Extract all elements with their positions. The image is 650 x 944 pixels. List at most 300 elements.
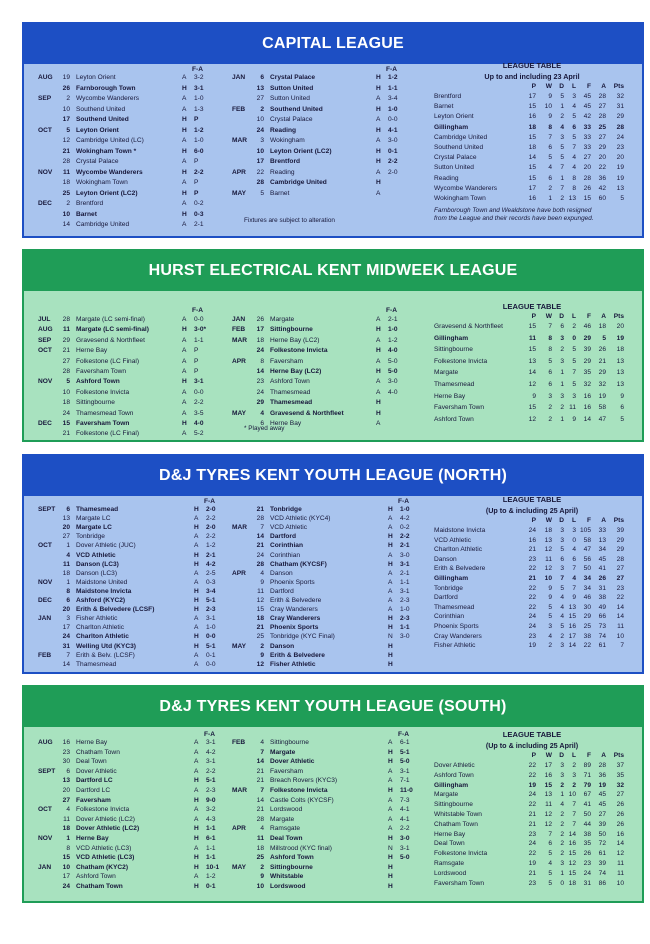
footnote: Fixtures are subject to alteration — [244, 217, 335, 224]
table-value: 22 — [528, 594, 536, 602]
table-value: 2 — [560, 632, 564, 640]
fixture-month: JAN — [232, 74, 246, 81]
table-value: 86 — [598, 879, 606, 887]
table-value: 34 — [583, 584, 591, 592]
fixture-day: 13 — [256, 84, 264, 92]
table-value: 24 — [528, 623, 536, 630]
fixture-month: MAR — [232, 524, 248, 532]
fixture-team: Lordswood — [270, 883, 306, 890]
table-value: 14 — [616, 613, 624, 621]
fixture-day: 1 — [66, 835, 70, 842]
fixture-day: 18 — [62, 569, 70, 577]
table-value: 33 — [583, 123, 591, 131]
fixture-venue: H — [182, 189, 187, 197]
table-team: Ashford Town — [434, 771, 474, 779]
table-value: 16 — [583, 404, 591, 412]
fixture-venue: A — [194, 533, 199, 541]
fixture-team: Southend United — [76, 105, 126, 113]
table-col-header: W — [545, 517, 552, 524]
fixture-team: Faversham Town — [76, 368, 127, 375]
fixture-day: 20 — [62, 524, 70, 532]
table-value: 36 — [598, 174, 606, 182]
table-value: 5 — [548, 850, 552, 858]
fixture-day: 27 — [62, 533, 70, 541]
fixture-team: Maidstone Invicta — [76, 587, 132, 595]
fixture-venue: H — [376, 399, 381, 407]
fixture-team: Danson — [270, 642, 295, 650]
fixture-venue: A — [376, 388, 381, 396]
table-value: 22 — [598, 164, 606, 172]
fixture-month: APR — [232, 569, 246, 577]
table-value: 1 — [560, 869, 564, 877]
fixture-team: Folkestone Invicta — [76, 806, 130, 814]
fixture-day: 6 — [66, 597, 70, 604]
fixture-venue: H — [388, 560, 393, 568]
fixture-venue: A — [182, 430, 187, 438]
fixture-venue: A — [194, 844, 199, 852]
fixture-venue: A — [182, 316, 187, 323]
table-value: 5 — [548, 603, 552, 611]
table-value: 18 — [528, 144, 536, 151]
fixture-day: 14 — [62, 660, 70, 668]
table-value: 31 — [583, 879, 591, 887]
fixture-day: 21 — [256, 624, 264, 632]
fixture-result: 2-2 — [194, 168, 204, 176]
table-value: 2 — [560, 811, 564, 818]
table-value: 6 — [620, 404, 624, 412]
fixture-venue: A — [388, 597, 393, 604]
table-value: 16 — [528, 195, 536, 202]
table-value: 5 — [620, 415, 624, 423]
table-value: 2 — [548, 415, 552, 423]
fixture-result: 2-1 — [400, 542, 410, 550]
fixture-venue: A — [194, 739, 199, 746]
fixture-team: Fisher Athletic — [76, 615, 118, 623]
table-value: 28 — [598, 113, 606, 121]
table-value: 5 — [560, 154, 564, 162]
table-value: 60 — [598, 195, 606, 202]
hurst-midweek-league-panel — [22, 249, 644, 442]
table-value: 23 — [528, 830, 536, 838]
fixture-result: P — [194, 158, 199, 165]
fixture-venue: H — [388, 787, 393, 794]
table-value: 4 — [548, 164, 552, 172]
fixture-day: 2 — [260, 105, 264, 113]
fixture-team: Brentford — [76, 200, 104, 207]
table-value: 27 — [616, 565, 624, 573]
table-team: Sutton United — [434, 164, 474, 172]
fixture-result: 11-0 — [400, 787, 413, 794]
fixture-team: Faversham Town — [76, 420, 130, 427]
fixture-day: 28 — [62, 368, 70, 375]
table-value: 26 — [616, 801, 624, 809]
table-value: 18 — [544, 527, 552, 534]
fixture-team: Folkestone (LC Final) — [76, 357, 140, 365]
fixture-day: 12 — [256, 660, 264, 668]
fixture-day: 29 — [62, 336, 70, 344]
fixture-venue: H — [194, 835, 199, 842]
fixture-result: 1-2 — [388, 74, 398, 81]
fixture-day: 18 — [62, 825, 70, 833]
fixture-result: 3-1 — [206, 615, 216, 623]
fixture-venue: A — [388, 524, 393, 532]
table-value: 22 — [528, 762, 536, 769]
table-value: 8 — [548, 346, 552, 354]
fixture-result: 4-2 — [206, 748, 216, 756]
fixture-team: Southend United — [76, 116, 129, 123]
table-value: 1 — [560, 791, 564, 799]
fixture-day: 4 — [260, 409, 264, 417]
table-value: 9 — [572, 594, 576, 602]
fixture-team: Margate LC — [76, 524, 112, 532]
table-team: Phoenix Sports — [434, 623, 479, 630]
fixture-day: 24 — [62, 633, 70, 641]
table-value: 4 — [572, 546, 576, 554]
table-value: 44 — [583, 820, 591, 828]
fixture-result: 5-0 — [400, 758, 410, 766]
fixture-venue: H — [182, 420, 187, 427]
table-value: 15 — [583, 195, 591, 202]
fixture-team: Castle Colts (KYCSF) — [270, 796, 334, 804]
table-col-header: A — [601, 517, 606, 524]
fixture-result: 2-3 — [206, 787, 216, 794]
fixture-team: Folkestone Invicta — [76, 388, 130, 396]
fixture-day: 5 — [66, 126, 70, 134]
fixture-venue: H — [388, 873, 393, 881]
fixture-day: 17 — [256, 158, 264, 165]
table-value: 24 — [528, 613, 536, 621]
table-value: 7 — [560, 184, 564, 192]
table-col-header: P — [531, 752, 536, 759]
fixture-day: 27 — [62, 357, 70, 365]
fixture-team: Southend United — [270, 105, 323, 113]
table-value: 3 — [560, 860, 564, 867]
fixture-result: 1-2 — [206, 542, 216, 550]
fixture-day: 11 — [63, 326, 70, 334]
fixture-result: 9-0 — [206, 796, 216, 804]
table-value: 29 — [598, 369, 606, 377]
fixture-venue: H — [376, 105, 381, 113]
fixture-day: 18 — [256, 615, 264, 623]
fixture-venue: H — [194, 587, 199, 595]
league-table-title: LEAGUE TABLE — [502, 302, 562, 311]
table-value: 29 — [616, 536, 624, 544]
table-team: Gillingham — [434, 575, 469, 582]
table-value: 10 — [568, 791, 576, 799]
table-value: 50 — [598, 830, 606, 838]
fixture-result: 1-2 — [194, 126, 204, 134]
hurst-midweek-league-title: HURST ELECTRICAL KENT MIDWEEK LEAGUE — [24, 251, 642, 291]
table-value: 15 — [568, 613, 576, 621]
table-value: 18 — [598, 323, 606, 330]
fixture-venue: H — [376, 74, 381, 81]
fixture-result: 2-2 — [400, 825, 410, 833]
table-value: 15 — [544, 781, 552, 789]
fixture-venue: A — [388, 587, 393, 595]
fixture-team: Corinthian — [270, 551, 301, 559]
table-value: 3 — [560, 762, 564, 769]
fixture-team: Chatham (KYC2) — [76, 863, 129, 871]
fixture-venue: H — [182, 147, 187, 155]
table-value: 19 — [598, 392, 606, 400]
league-table-subtitle: Up to and including 23 April — [484, 72, 580, 81]
fixture-venue: A — [182, 105, 187, 113]
table-team: Faversham Town — [434, 879, 485, 887]
table-value: 15 — [528, 346, 536, 354]
table-value: 5 — [572, 113, 576, 121]
table-team: Danson — [434, 555, 457, 563]
table-team: Gravesend & Northfleet — [434, 323, 503, 330]
fixture-team: Tonbridge — [76, 533, 105, 541]
table-value: 22 — [528, 850, 536, 858]
fixture-venue: H — [388, 624, 393, 632]
fixture-team: VCD Athletic (KYC4) — [270, 515, 331, 523]
table-col-header: A — [601, 83, 606, 90]
table-value: 5 — [560, 623, 564, 630]
fixture-result: 2-3 — [400, 615, 410, 623]
table-value: 15 — [568, 850, 576, 858]
table-team: Maidstone Invicta — [434, 527, 486, 534]
fixture-venue: A — [388, 569, 393, 577]
fixture-venue: H — [376, 158, 381, 165]
fixture-result: 10-1 — [206, 863, 220, 871]
fixture-result: 2-3 — [400, 597, 410, 604]
fixture-result: 2-2 — [194, 399, 204, 407]
fixture-result: 1-0 — [400, 506, 410, 513]
fixture-day: 21 — [256, 506, 264, 513]
table-team: Sittingbourne — [434, 346, 473, 354]
table-team: Reading — [434, 174, 459, 182]
table-value: 14 — [528, 369, 536, 377]
fixture-venue: H — [194, 863, 199, 871]
fixture-result: 1-1 — [194, 336, 204, 344]
fixture-month: NOV — [38, 168, 53, 176]
fixture-team: Ramsgate — [270, 825, 301, 833]
table-value: 19 — [616, 164, 624, 172]
fixture-venue: H — [388, 660, 393, 668]
table-value: 15 — [528, 323, 536, 330]
table-value: 19 — [598, 781, 606, 789]
table-value: 7 — [572, 584, 576, 592]
fixture-day: 6 — [66, 506, 70, 513]
fixture-venue: H — [182, 378, 187, 386]
table-value: 45 — [598, 801, 606, 809]
fixture-team: Leyton Orient — [76, 126, 119, 134]
table-value: 3 — [560, 392, 564, 400]
fixture-venue: A — [194, 515, 199, 523]
table-value: 17 — [528, 184, 536, 192]
fixture-venue: H — [194, 597, 199, 604]
table-value: 26 — [598, 575, 606, 582]
league-table — [434, 303, 630, 473]
fixture-month: FEB — [38, 651, 52, 659]
league-table-title: LEAGUE TABLE — [502, 61, 562, 70]
fixture-month: OCT — [38, 806, 52, 814]
fixture-venue: A — [376, 316, 381, 323]
table-value: 11 — [617, 860, 624, 867]
table-value: 1 — [560, 103, 564, 111]
fixture-result: 0-1 — [206, 883, 216, 890]
table-value: 24 — [583, 869, 591, 877]
table-value: 2 — [572, 323, 576, 330]
table-team: Chatham Town — [434, 820, 478, 828]
table-value: 12 — [528, 415, 536, 423]
fixture-result: 7-1 — [400, 777, 410, 785]
fixture-venue: A — [182, 74, 187, 81]
fixture-result: 6-0 — [194, 147, 204, 155]
fixture-team: Gravesend & Northfleet — [76, 336, 145, 344]
table-value: 26 — [583, 184, 591, 192]
fixture-venue: H — [182, 168, 187, 176]
table-team: Barnet — [434, 103, 454, 111]
table-team: Corinthian — [434, 613, 465, 621]
fixture-team: Erith & Belvedere — [270, 597, 322, 604]
fixture-venue: H — [388, 615, 393, 623]
fixture-team: Sutton United — [270, 95, 310, 102]
table-col-header: F — [586, 517, 591, 524]
table-value: 7 — [572, 801, 576, 809]
fixture-venue: H — [388, 506, 393, 513]
fixture-venue: A — [194, 748, 199, 756]
fixture-day: 11 — [257, 835, 264, 842]
youth-league-south-panel — [22, 685, 644, 903]
fixture-venue: H — [182, 210, 187, 218]
table-team: Fisher Athletic — [434, 642, 476, 650]
fixture-venue: A — [376, 357, 381, 365]
table-col-header: A — [601, 313, 606, 320]
fixture-team: Faversham — [270, 767, 303, 775]
fixture-venue: H — [376, 147, 381, 155]
fixture-day: 2 — [66, 95, 70, 102]
fixture-team: Margate (LC semi-final) — [76, 326, 149, 334]
fixture-result: 3-1 — [400, 560, 410, 568]
fixture-month: MAY — [232, 189, 247, 197]
fixture-day: 27 — [62, 796, 70, 804]
table-col-header: P — [531, 313, 536, 320]
fixture-team: Herne Bay (LC2) — [270, 368, 322, 375]
table-value: 1 — [560, 415, 564, 423]
fixture-month: SEPT — [38, 767, 56, 775]
league-table-subtitle: (Up to & including 25 April) — [485, 741, 579, 750]
table-team: Gillingham — [434, 781, 469, 789]
fixture-team: Phoenix Sports — [270, 578, 315, 586]
fixture-team: Sittingbourne — [270, 739, 309, 746]
table-value: 6 — [560, 323, 564, 330]
table-team: Crystal Palace — [434, 154, 477, 162]
fixture-result: 0-0 — [194, 316, 204, 323]
table-value: 4 — [572, 164, 576, 172]
table-value: 17 — [528, 93, 536, 100]
table-value: 3 — [560, 527, 564, 534]
table-value: 18 — [528, 123, 536, 131]
table-value: 7 — [572, 820, 576, 828]
table-value: 0 — [572, 334, 576, 342]
fixture-venue: A — [376, 116, 381, 123]
fixture-venue: H — [182, 326, 187, 334]
fixture-team: Dover Athletic (JUC) — [76, 542, 136, 550]
table-value: 16 — [528, 113, 536, 121]
fixture-result: 2-1 — [400, 569, 410, 577]
fixture-team: Maidstone United — [76, 578, 128, 586]
fixture-day: 11 — [257, 587, 264, 595]
table-team: Thamesmead — [434, 381, 475, 388]
table-value: 2 — [560, 113, 564, 121]
table-value: 14 — [616, 840, 624, 848]
table-value: 2 — [560, 195, 564, 202]
fixture-day: 21 — [256, 777, 264, 785]
table-value: 38 — [598, 594, 606, 602]
fixture-month: MAY — [232, 863, 247, 871]
table-value: 35 — [583, 840, 591, 848]
table-team: Cambridge United — [434, 133, 488, 141]
table-value: 19 — [528, 642, 536, 650]
table-value: 5 — [572, 133, 576, 141]
fixture-result: 2-1 — [194, 221, 204, 228]
fixture-venue: H — [376, 347, 381, 355]
fixture-team: VCD Athletic (LC3) — [76, 854, 135, 862]
fixture-team: Dartford — [270, 587, 294, 595]
table-team: Tonbridge — [434, 584, 463, 592]
table-value: 5 — [602, 334, 606, 342]
table-value: 74 — [598, 869, 606, 877]
fixture-team: Welling Utd (KYC3) — [76, 642, 136, 650]
fixture-result: 3-1 — [206, 758, 216, 766]
fixture-day: 28 — [256, 560, 264, 568]
fixture-team: Margate (LC semi-final) — [76, 316, 145, 323]
fixture-day: 21 — [256, 542, 264, 550]
table-value: 39 — [583, 346, 591, 354]
fixture-result: 3-1 — [400, 767, 410, 775]
fixture-venue: H — [182, 84, 187, 92]
table-value: 27 — [598, 811, 606, 818]
table-value: 19 — [616, 334, 624, 342]
fixture-result: 1-3 — [194, 105, 204, 113]
fixture-day: 28 — [256, 515, 264, 523]
table-value: 5 — [548, 357, 552, 365]
table-value: 28 — [616, 555, 624, 563]
fixture-venue: H — [388, 758, 393, 766]
table-col-header: Pts — [613, 83, 624, 90]
fixture-result: 3-1 — [194, 84, 204, 92]
table-col-header: W — [545, 313, 552, 320]
table-value: 13 — [616, 381, 624, 388]
fixture-team: Dover Athletic — [270, 758, 315, 766]
fixture-month: AUG — [38, 74, 53, 81]
table-value: 1 — [560, 369, 564, 377]
fixture-team: Leyton Orient (LC2) — [270, 147, 332, 155]
fixture-team: Danson — [270, 569, 293, 577]
table-value: 27 — [616, 575, 624, 582]
fixture-venue: A — [182, 221, 187, 228]
fixture-day: 13 — [62, 777, 70, 785]
fixture-day: 4 — [260, 739, 264, 746]
table-value: 21 — [598, 357, 606, 365]
fixture-venue: A — [388, 815, 393, 823]
fixture-team: Millstrood (KYC final) — [270, 844, 332, 852]
table-value: 4 — [560, 123, 564, 131]
fixture-day: 2 — [260, 642, 264, 650]
fixture-team: Leyton Orient — [76, 74, 116, 81]
fixture-result: 7-3 — [400, 796, 410, 804]
table-value: 36 — [598, 771, 606, 779]
fixture-result: 3-0 — [400, 551, 410, 559]
fixture-result: 0-3 — [206, 578, 216, 586]
fixture-team: Barnet — [76, 210, 97, 218]
fixture-venue: A — [182, 399, 187, 407]
fixture-result: 4-1 — [388, 126, 398, 134]
fixture-day: 13 — [62, 515, 70, 523]
fixture-team: VCD Athletic — [76, 551, 116, 559]
